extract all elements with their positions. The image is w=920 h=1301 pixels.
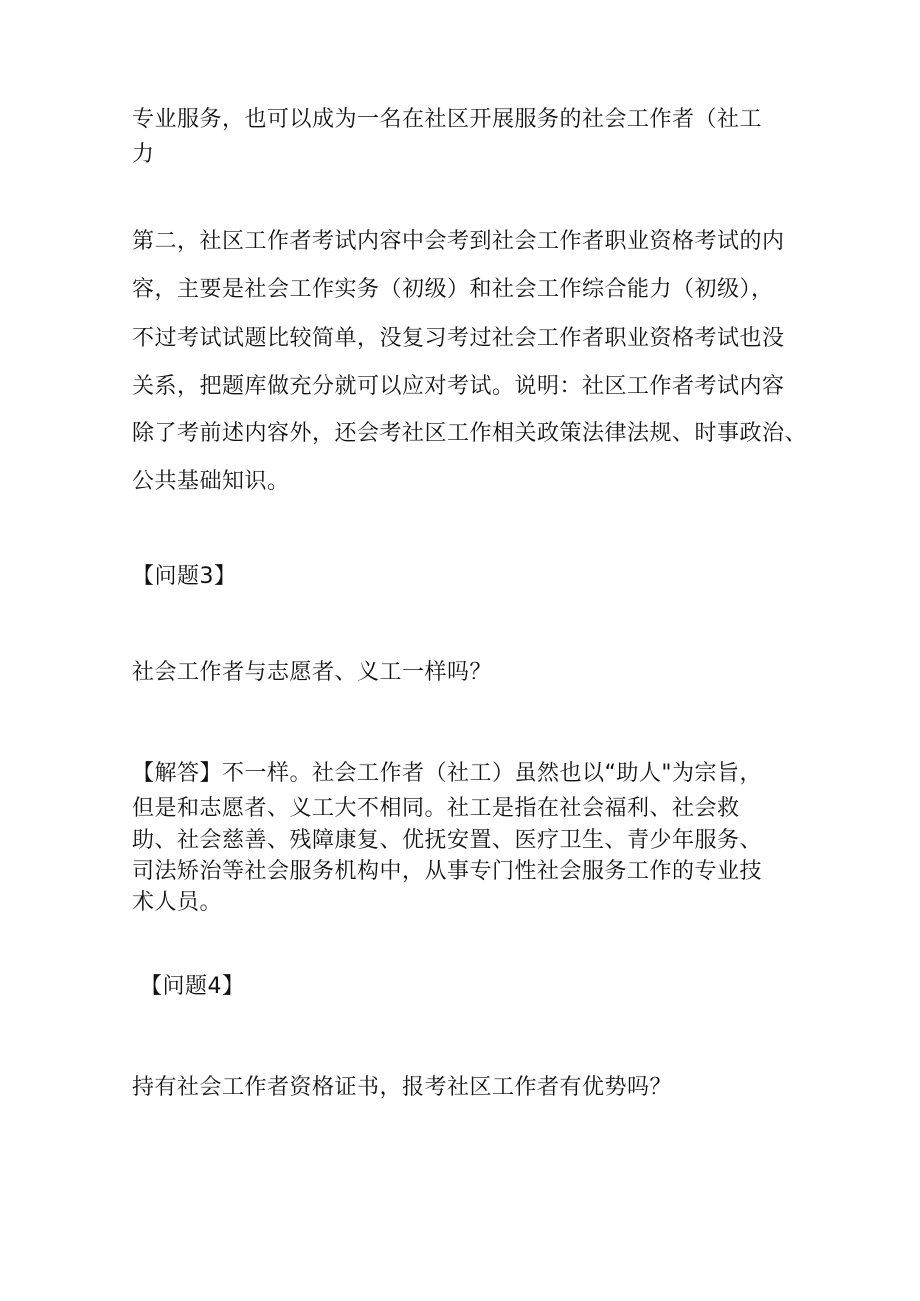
- paragraph-line: 专业服务，也可以成为一名在社区开展服务的社会工作者（社工: [132, 107, 763, 132]
- paragraph-line: 关系，把题库做充分就可以应对考试。说明：社区工作者考试内容: [132, 374, 785, 399]
- paragraph-line: 除了考前述内容外，还会考社区工作相关政策法律法规、时事政治、: [132, 421, 808, 446]
- question-heading: 【问题3】: [132, 564, 237, 589]
- paragraph-line: 力: [132, 142, 155, 167]
- question-text: 社会工作者与志愿者、义工一样吗？: [132, 660, 493, 685]
- paragraph-line: 公共基础知识。: [132, 469, 290, 494]
- answer-line: 但是和志愿者、义工大不相同。社工是指在社会福利、社会救: [132, 796, 740, 821]
- paragraph-line: 不过考试试题比较简单，没复习考过社会工作者职业资格考试也没: [132, 326, 785, 351]
- paragraph-line: 第二，社区工作者考试内容中会考到社会工作者职业资格考试的内: [132, 229, 785, 254]
- paragraph-line: 容，主要是社会工作实务（初级）和社会工作综合能力（初级），: [132, 277, 774, 302]
- answer-line: 【解答】不一样。社会工作者（社工）虽然也以“助人"为宗旨，: [132, 761, 763, 786]
- answer-line: 司法矫治等社会服务机构中，从事专门性社会服务工作的专业技: [132, 859, 763, 884]
- question-heading: 【问题4】: [140, 974, 245, 999]
- question-text: 持有社会工作者资格证书，报考社区工作者有优势吗？: [132, 1075, 673, 1100]
- answer-line: 助、社会慈善、残障康复、优抚安置、医疗卫生、青少年服务、: [132, 828, 763, 853]
- answer-line: 术人员。: [132, 890, 223, 915]
